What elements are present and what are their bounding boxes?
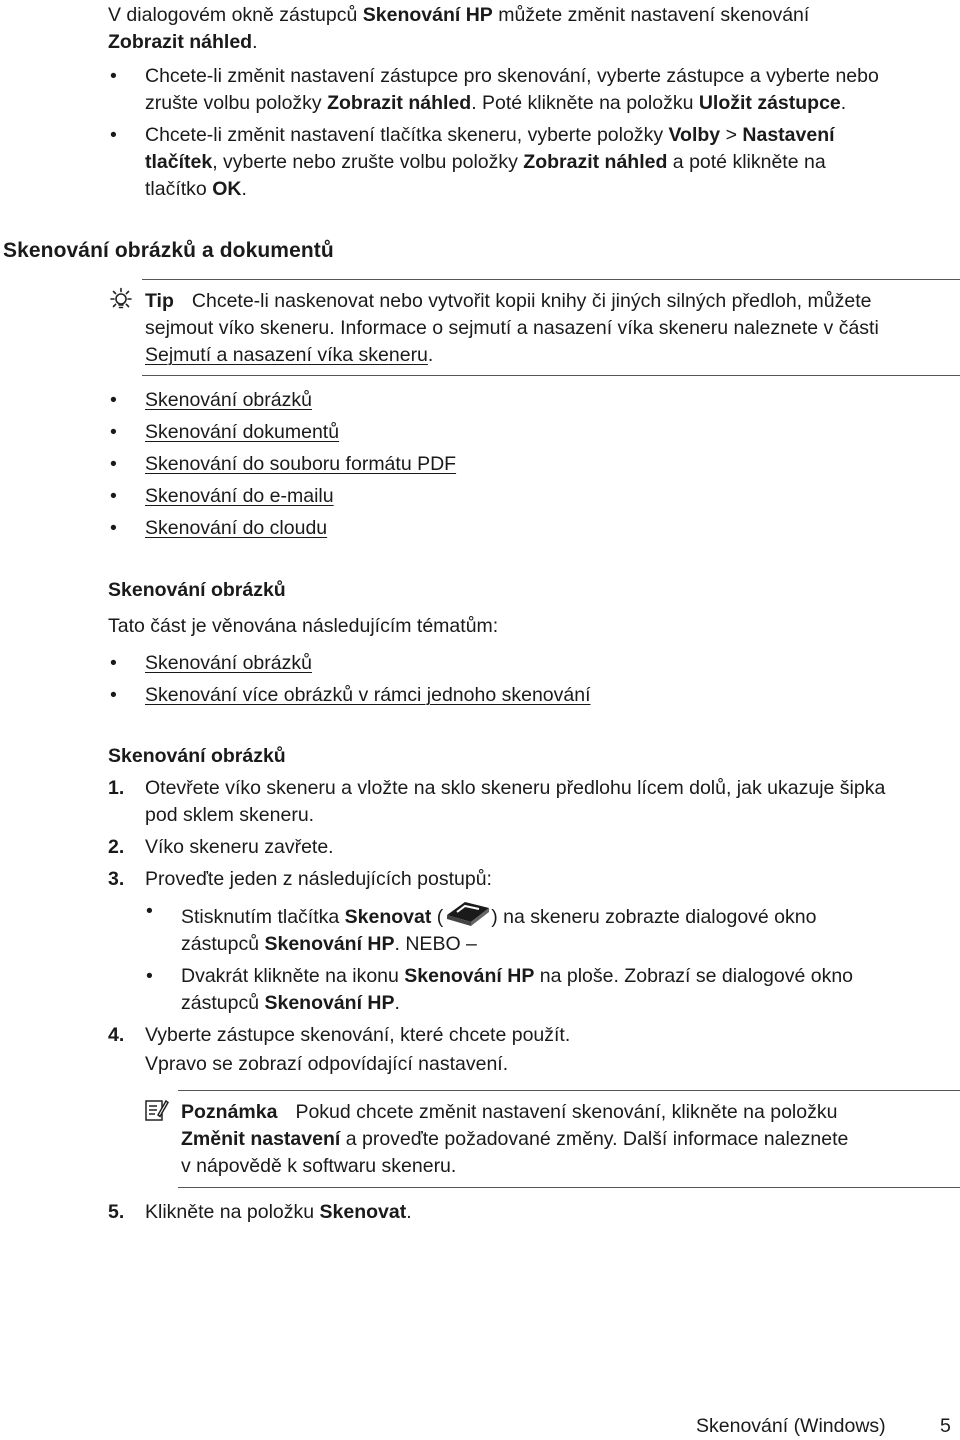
footer-page-number: 5 xyxy=(940,1415,951,1437)
intro-bold: Zobrazit náhled xyxy=(108,31,253,53)
step-number: 2. xyxy=(108,836,125,858)
link-remove-lid[interactable]: Sejmutí a nasazení víka skeneru xyxy=(145,344,428,366)
note-top-rule xyxy=(178,1090,960,1091)
step-4-line-2: Vpravo se zobrazí odpovídající nastavení. xyxy=(145,1053,509,1075)
step-2: Víko skeneru zavřete. xyxy=(145,836,334,858)
note-pad-icon xyxy=(143,1097,169,1123)
intro-bullet-2-line-3: tlačítko OK. xyxy=(145,178,247,200)
intro-line-2: Zobrazit náhled. xyxy=(108,31,258,53)
bullet: • xyxy=(110,389,117,411)
step-3-bullet-1-line-2: zástupců Skenování HP. NEBO – xyxy=(181,933,477,955)
step-1-line-2: pod sklem skeneru. xyxy=(145,804,315,826)
link-scan-multiple-images[interactable]: Skenování více obrázků v rámci jednoho skenování xyxy=(145,684,591,706)
lightbulb-icon xyxy=(108,287,134,313)
bullet: • xyxy=(110,453,117,475)
link-scan-images-2[interactable]: Skenování obrázků xyxy=(145,652,312,674)
tip-line-3: Sejmutí a nasazení víka skeneru. xyxy=(145,344,434,366)
intro-bullet-1-line-1: Chcete-li změnit nastavení zástupce pro skenování, vyberte zástupce a vyberte nebo xyxy=(145,65,879,87)
bullet: • xyxy=(146,965,153,987)
intro-text: můžete změnit nastavení skenování xyxy=(492,4,810,26)
tip-label: Tip xyxy=(145,290,174,312)
note-line-2: Změnit nastavení a proveďte požadované změny. Další informace naleznete xyxy=(181,1128,849,1150)
intro-bold: Skenování HP xyxy=(362,4,493,26)
step-number: 4. xyxy=(108,1024,125,1046)
intro-text: V dialogovém okně zástupců xyxy=(108,4,363,26)
footer-chapter: Skenování (Windows) xyxy=(696,1415,886,1437)
scanner-button-icon xyxy=(443,904,491,928)
subsection-heading: Skenování obrázků xyxy=(108,745,286,767)
step-1-line-1: Otevřete víko skeneru a vložte na sklo skeneru předlohu lícem dolů, jak ukazuje šipka xyxy=(145,777,886,799)
link-scan-pdf[interactable]: Skenování do souboru formátu PDF xyxy=(145,453,457,475)
link-scan-email[interactable]: Skenování do e-mailu xyxy=(145,485,334,507)
step-3-bullet-2-line-1: Dvakrát klikněte na ikonu Skenování HP na ploše. Zobrazí se dialogové okno xyxy=(181,965,854,987)
tip-bottom-rule xyxy=(142,375,960,376)
subsection-intro: Tato část je věnována následujícím tématům: xyxy=(108,615,499,637)
note-line-1: Poznámka Pokud chcete změnit nastavení skenování, klikněte na položku xyxy=(181,1101,838,1123)
step-number: 3. xyxy=(108,868,125,890)
note-label: Poznámka xyxy=(181,1101,278,1123)
bullet: • xyxy=(110,485,117,507)
intro-bullet-2-line-1: Chcete-li změnit nastavení tlačítka skeneru, vyberte položky Volby > Nastavení xyxy=(145,124,835,146)
bullet: • xyxy=(110,652,117,674)
intro-bullet-1-line-2: zrušte volbu položky Zobrazit náhled. Poté klikněte na položku Uložit zástupce. xyxy=(145,92,847,114)
step-4-line-1: Vyberte zástupce skenování, které chcete použít. xyxy=(145,1024,571,1046)
step-3-bullet-2-line-2: zástupců Skenování HP. xyxy=(181,992,400,1014)
link-scan-cloud[interactable]: Skenování do cloudu xyxy=(145,517,328,539)
link-scan-documents[interactable]: Skenování dokumentů xyxy=(145,421,340,443)
tip-top-rule xyxy=(142,279,960,280)
bullet: • xyxy=(110,517,117,539)
note-line-3: v nápovědě k softwaru skeneru. xyxy=(181,1155,457,1177)
bullet: • xyxy=(110,684,117,706)
tip-line-2: sejmout víko skeneru. Informace o sejmutí a nasazení víka skeneru naleznete v části xyxy=(145,317,879,339)
bullet: • xyxy=(110,124,117,146)
intro-line-1 xyxy=(108,2,809,29)
step-number: 5. xyxy=(108,1201,125,1223)
link-scan-images[interactable]: Skenování obrázků xyxy=(145,389,312,411)
subsection-heading: Skenování obrázků xyxy=(108,579,286,601)
bullet: • xyxy=(110,421,117,443)
section-heading: Skenování obrázků a dokumentů xyxy=(3,239,334,262)
step-5: Klikněte na položku Skenovat. xyxy=(145,1201,412,1223)
bullet: • xyxy=(146,900,153,922)
bullet: • xyxy=(110,65,117,87)
step-3-bullet-1-line-1: Stisknutím tlačítka Skenovat ( ) na skeneru zobrazte dialogové okno xyxy=(181,904,816,931)
step-number: 1. xyxy=(108,777,125,799)
tip-line-1: Tip Chcete-li naskenovat nebo vytvořit kopii knihy či jiných silných předloh, můžete xyxy=(145,290,872,312)
step-3: Proveďte jeden z následujících postupů: xyxy=(145,868,492,890)
intro-bullet-2-line-2: tlačítek, vyberte nebo zrušte volbu položky Zobrazit náhled a poté klikněte na xyxy=(145,151,826,173)
note-bottom-rule xyxy=(178,1187,960,1188)
